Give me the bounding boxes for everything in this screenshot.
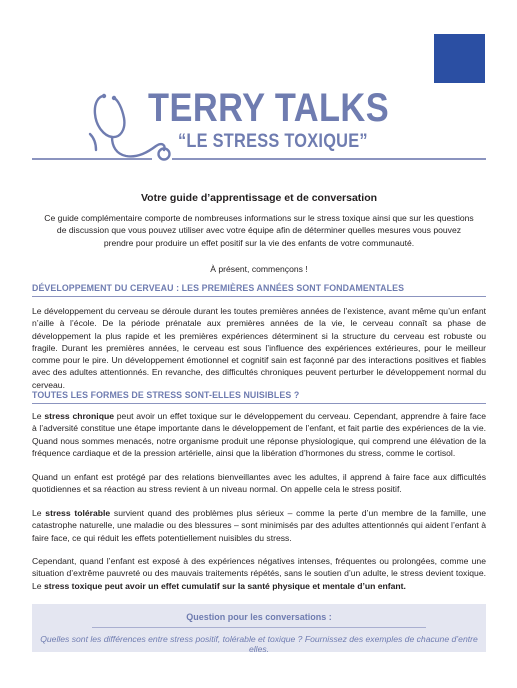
bold-term-chronic: stress chronique: [44, 411, 114, 421]
question-divider: [92, 627, 426, 628]
text-run: peut avoir un effet toxique sur le développement du cerveau. Cependant, apprendre à faire face à l’adversité constitue une étape importante dans le développement de l’enfant, et fait partie des expériences de la vie. Quand nous sommes menacés, notre organisme produit une réponse physiologique, qui comprend une élévation de la fréquence cardiaque et de la pression artérielle, ainsi que la libération d’hormones du stress, comme le cortisol.: [32, 411, 487, 458]
header: [0, 0, 517, 175]
section-heading-brain: DÉVELOPPEMENT DU CERVEAU : LES PREMIÈRES ANNÉES SONT FONDAMENTALES: [32, 283, 486, 297]
paragraph-toxic-stress: [32, 555, 486, 592]
paragraph-tolerable-stress: [32, 507, 486, 544]
bold-term-toxic: stress toxique peut avoir un effet cumulatif sur la santé physique et mentale d’un enfant.: [43, 580, 406, 591]
text-run: Cependant, quand l’enfant est exposé à des expériences négatives intenses, fréquentes ou prolongées, comme une situation d’extrême pauvreté ou des mauvais traitements répétés, sans le soutien d’un adulte, le stress devient toxique. Le: [32, 556, 486, 591]
text-run: survient quand des problèmes plus sérieux – comme la perte d’un membre de la famille, une catastrophe naturelle, une maladie ou des blessures – sont minimisés par des adultes attentionnés qui aident l’enfant à faire face, ce qui réduit les effets potentiellement nuisibles du stress.: [32, 508, 486, 543]
guide-intro: Ce guide complémentaire comporte de nombreuses informations sur le stress toxique ainsi que sur les questions de discussion que vous pouvez utiliser avec votre équipe afin de déterminer quelles mesures vous pouvez prendre pour produire un effet positif sur la vie des enfants de votre communauté.: [44, 213, 474, 248]
section-heading-stress: TOUTES LES FORMES DE STRESS SONT-ELLES NUISIBLES ?: [32, 390, 486, 404]
question-text: Quelles sont les différences entre stress positif, tolérable et toxique ? Fournissez des exemples de chacune d’entre elles.: [40, 634, 478, 654]
paragraph-brain-development: Le développement du cerveau se déroule durant les toutes premières années de l’existence, avant même qu’un enfant n’aille à l’école. De la période prénatale aux premières années de la vie, le cerveau connaît sa phase de développement la plus rapide et les premières expériences déterminent si la structure du cerveau est robuste ou fragile. Durant les premières années, le cerveau est sous l’influence des expériences extérieures, pour le meilleur comme pour le pire. Un développement émotionnel et cognitif sain est façonné par des interactions positives et fiables avec des adultes attentionnés. En revanche, des difficultés chroniques peuvent perturber le développement normal du cerveau.: [32, 306, 486, 390]
question-box: [32, 604, 486, 652]
page-subtitle: “LE STRESS TOXIQUE”: [178, 131, 368, 152]
header-divider-left: [32, 158, 152, 160]
paragraph-chronic-stress: [32, 410, 486, 459]
bold-term-tolerable: stress tolérable: [45, 508, 111, 518]
header-divider-right: [172, 158, 486, 160]
text-run: Le: [32, 508, 46, 518]
question-title: Question pour les conversations :: [186, 612, 332, 622]
guide-title: Votre guide d’apprentissage et de conversation: [140, 192, 378, 204]
guide-start: À présent, commençons !: [210, 264, 308, 274]
page-title: TERRY TALKS: [148, 86, 390, 130]
text-run: Le: [32, 411, 45, 421]
paragraph-positive-stress: Quand un enfant est protégé par des relations bienveillantes avec les adultes, il apprend à faire face aux difficultés quotidiennes et sa réaction au stress revient à un niveau normal. On appelle cela le stress positif.: [32, 472, 486, 495]
